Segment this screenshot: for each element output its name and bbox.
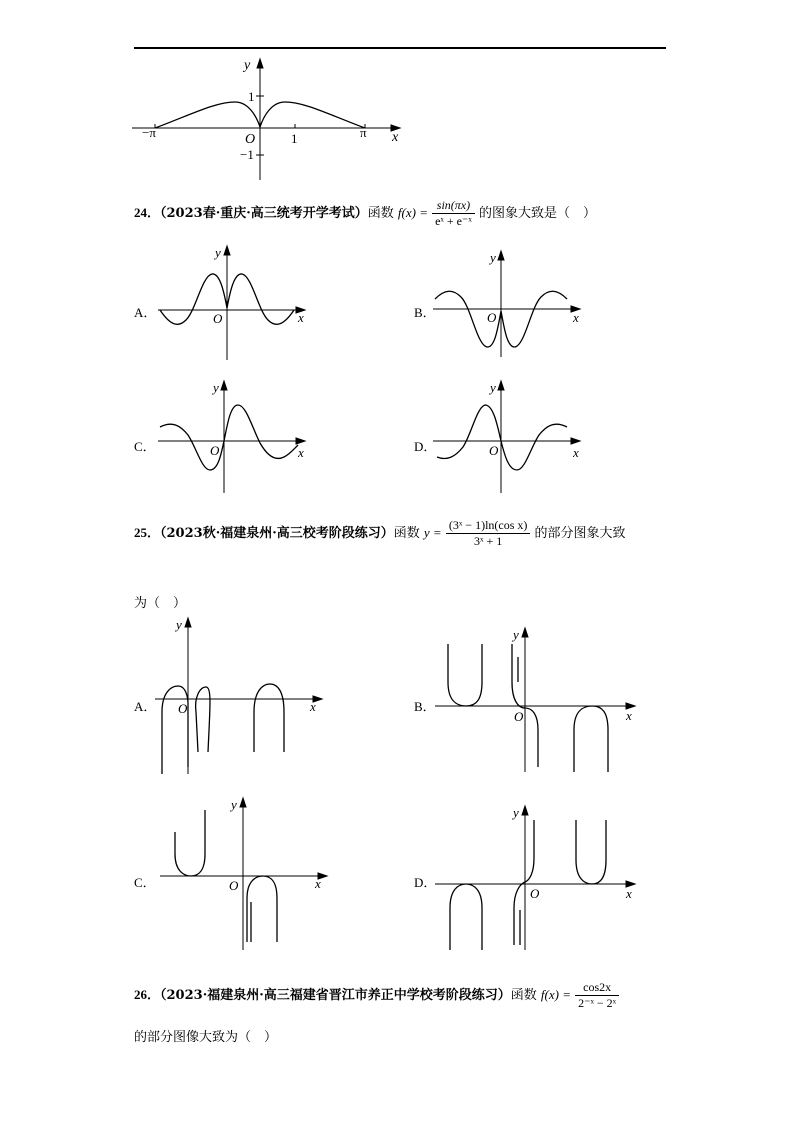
axis-x-label: x: [573, 445, 579, 460]
origin-label: O: [229, 878, 239, 893]
q24-tail: 的图象大致是（ ）: [478, 206, 596, 221]
axis-x-label: x: [298, 310, 304, 325]
axis-y-label: y: [513, 805, 519, 820]
q25-numerator: (3ˣ − 1)ln(cos x): [446, 518, 531, 534]
axis-y-label: y: [490, 250, 496, 265]
axis-x-label: x: [626, 886, 632, 901]
q24-number: 24．: [134, 205, 161, 220]
axis-x-label: x: [626, 708, 632, 723]
q25-lead: 函数: [393, 526, 420, 541]
q25-tail: 的部分图象大致: [534, 526, 626, 541]
q24-option-d-graph[interactable]: [425, 375, 590, 495]
origin-label: O: [487, 310, 497, 325]
q24-option-c-label[interactable]: C．: [134, 439, 156, 454]
q24-option-b-graph[interactable]: [425, 245, 590, 360]
axis-y-label: y: [213, 380, 219, 395]
origin-label: O: [489, 443, 499, 458]
axis-y-label: y: [176, 617, 182, 632]
axis-y-label: y: [231, 797, 237, 812]
axis-y-label: y: [490, 380, 496, 395]
q24-stem: [134, 198, 596, 229]
top-y-label: y: [244, 58, 251, 73]
top-origin: O: [245, 132, 256, 147]
q25-func-name: y =: [423, 525, 442, 540]
axis-x-label: x: [573, 310, 579, 325]
top-neg-pi: −π: [142, 125, 156, 140]
origin-label: O: [210, 443, 220, 458]
q26-source: （2023·福建泉州·高三福建省晋江市养正中学校考阶段练习）: [160, 988, 511, 1003]
q25-fraction: [446, 518, 531, 549]
q25-option-c-label[interactable]: C．: [134, 875, 156, 890]
axis-x-label: x: [298, 445, 304, 460]
q24-source: （2023春·重庆·高三统考开学考试）: [160, 206, 368, 221]
origin-label: O: [514, 709, 524, 724]
top-x-label: x: [392, 130, 399, 145]
header-rule: [134, 47, 666, 49]
q25-option-c-graph[interactable]: [155, 792, 335, 952]
q25-stem-cont: 为（ ）: [134, 596, 187, 611]
q25-option-d-label[interactable]: D．: [414, 875, 437, 890]
q26-number: 26．: [134, 987, 161, 1002]
q25-option-b-graph[interactable]: [430, 622, 640, 777]
axis-y-label: y: [513, 627, 519, 642]
q26-lead: 函数: [510, 988, 537, 1003]
q25-option-b-label[interactable]: B．: [414, 699, 436, 714]
q25-option-d-graph[interactable]: [430, 800, 640, 955]
q25-source: （2023秋·福建泉州·高三校考阶段练习）: [160, 526, 394, 541]
q25-option-a-label[interactable]: A．: [134, 699, 157, 714]
q25-stem: [134, 518, 626, 549]
origin-label: O: [213, 311, 223, 326]
axis-y-label: y: [215, 245, 221, 260]
q24-option-c-graph[interactable]: [150, 375, 315, 495]
q26-denominator: 2⁻ˣ − 2ˣ: [578, 996, 617, 1010]
q24-option-a-graph[interactable]: [150, 240, 315, 365]
axis-x-label: x: [310, 699, 316, 714]
q24-fraction: [432, 198, 475, 229]
top-graph: [120, 55, 420, 185]
q24-lead: 函数: [367, 206, 394, 221]
top-curve-left: [155, 102, 260, 128]
q26-stem-cont: 的部分图像大致为（ ）: [134, 1030, 278, 1045]
q26-stem: [134, 980, 619, 1011]
q25-number: 25．: [134, 525, 161, 540]
top-tick-1-x: 1: [291, 131, 298, 146]
q24-option-d-label[interactable]: D．: [414, 439, 437, 454]
q24-option-a-label[interactable]: A．: [134, 305, 157, 320]
origin-label: O: [178, 701, 188, 716]
q24-denominator: eˣ + e⁻ˣ: [435, 214, 472, 228]
q26-numerator: cos2x: [575, 980, 619, 996]
q24-numerator: sin(πx): [432, 198, 475, 214]
q24-func-name: f(x) =: [397, 205, 428, 220]
q25-option-a-graph[interactable]: [150, 612, 330, 777]
q26-fraction: [575, 980, 619, 1011]
top-tick-neg1-y: −1: [240, 147, 254, 162]
top-tick-1-y: 1: [248, 89, 255, 104]
origin-label: O: [530, 886, 540, 901]
q26-func-name: f(x) =: [540, 987, 571, 1002]
axis-x-label: x: [315, 876, 321, 891]
q25-denominator: 3ˣ + 1: [474, 534, 503, 548]
q24-option-b-label[interactable]: B．: [414, 305, 436, 320]
top-pi: π: [360, 125, 367, 140]
top-curve-right: [260, 102, 365, 128]
